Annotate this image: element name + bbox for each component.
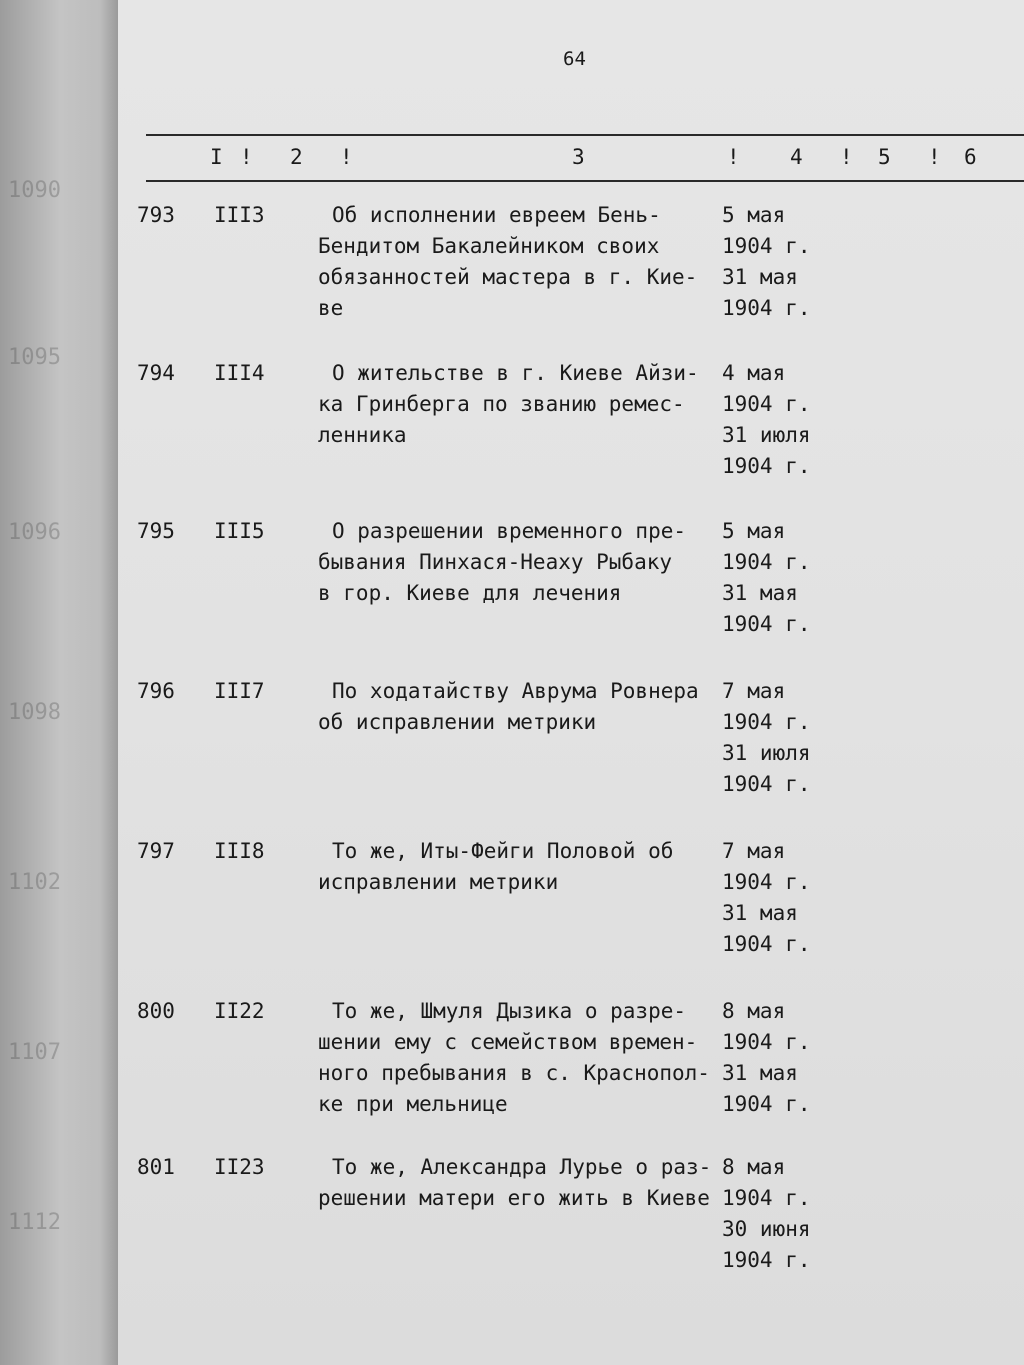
record-date-line: 1904 г. [722,612,811,636]
record-code: III8 [214,839,265,863]
header-top-rule [146,134,1024,136]
record-description-line: ного пребывания в с. Краснопол- [318,1061,710,1085]
column-separator: ! [340,145,354,169]
record-description-line: шении ему с семейством времен- [318,1030,698,1054]
record-number: 797 [137,839,175,863]
record-date-line: 5 мая [722,203,786,227]
record-description-line: бывания Пинхася-Неаху Рыбаку [318,550,673,574]
left-page-number: 1096 [8,520,61,545]
record-number: 793 [137,203,175,227]
record-date-line: 1904 г. [722,870,811,894]
record-code: II23 [214,1155,265,1179]
record-number: 795 [137,519,175,543]
column-separator: ! [840,145,854,169]
record-date-line: 1904 г. [722,1186,811,1210]
record-code: III5 [214,519,265,543]
left-facing-page [0,0,118,1365]
record-date-line: 8 мая [722,999,786,1023]
record-description-line: в гор. Киеве для лечения [318,581,622,605]
record-description-line: ке при мельнице [318,1092,508,1116]
record-code: III7 [214,679,265,703]
record-date-line: 31 июля [722,423,811,447]
left-page-number: 1098 [8,700,61,725]
record-date-line: 1904 г. [722,1030,811,1054]
left-page-number: 1107 [8,1040,61,1065]
column-header: 2 [290,145,304,169]
record-date-line: 1904 г. [722,710,811,734]
record-date-line: 1904 г. [722,454,811,478]
record-date-line: 1904 г. [722,1248,811,1272]
record-date-line: 4 мая [722,361,786,385]
record-date-line: 31 мая [722,901,798,925]
record-date-line: 1904 г. [722,296,811,320]
page-number: 64 [563,48,586,70]
record-date-line: 1904 г. [722,234,811,258]
left-page-number: 1095 [8,345,61,370]
record-description-line: О разрешении временного пре- [332,519,687,543]
record-date-line: 5 мая [722,519,786,543]
column-header: I [210,145,224,169]
header-bottom-rule [146,180,1024,182]
record-date-line: 31 мая [722,1061,798,1085]
record-description-line: О жительстве в г. Киеве Айзи- [332,361,699,385]
record-date-line: 1904 г. [722,392,811,416]
record-description-line: ленника [318,423,407,447]
record-number: 796 [137,679,175,703]
column-header: 5 [878,145,892,169]
record-description-line: ве [318,296,344,320]
record-date-line: 31 мая [722,581,798,605]
record-date-line: 1904 г. [722,772,811,796]
record-date-line: 30 июня [722,1217,811,1241]
record-date-line: 1904 г. [722,932,811,956]
left-page-number: 1090 [8,178,61,203]
record-code: III4 [214,361,265,385]
record-date-line: 7 мая [722,839,786,863]
record-description-line: об исправлении метрики [318,710,597,734]
record-date-line: 31 июля [722,741,811,765]
column-header: 4 [790,145,804,169]
record-date-line: 1904 г. [722,1092,811,1116]
record-description-line: Об исполнении евреем Бень- [332,203,661,227]
column-separator: ! [727,145,741,169]
left-page-number: 1112 [8,1210,61,1235]
record-date-line: 8 мая [722,1155,786,1179]
record-number: 800 [137,999,175,1023]
record-description-line: То же, Шмуля Дызика о разре- [332,999,687,1023]
record-description-line: По ходатайству Аврума Ровнера [332,679,699,703]
record-code: II22 [214,999,265,1023]
record-date-line: 1904 г. [722,550,811,574]
record-date-line: 7 мая [722,679,786,703]
record-description-line: исправлении метрики [318,870,559,894]
column-header: 3 [572,145,586,169]
record-description-line: обязанностей мастера в г. Кие- [318,265,698,289]
column-separator: ! [928,145,942,169]
record-description-line: ка Гринберга по званию ремес- [318,392,685,416]
record-description-line: решении матери его жить в Киеве [318,1186,710,1210]
record-code: III3 [214,203,265,227]
column-header: 6 [964,145,978,169]
left-page-number: 1102 [8,870,61,895]
record-number: 801 [137,1155,175,1179]
column-separator: ! [240,145,254,169]
record-description-line: То же, Иты-Фейги Половой об [332,839,674,863]
record-description-line: Бендитом Бакалейником своих [318,234,660,258]
record-number: 794 [137,361,175,385]
record-date-line: 31 мая [722,265,798,289]
record-description-line: То же, Александра Лурье о раз- [332,1155,712,1179]
